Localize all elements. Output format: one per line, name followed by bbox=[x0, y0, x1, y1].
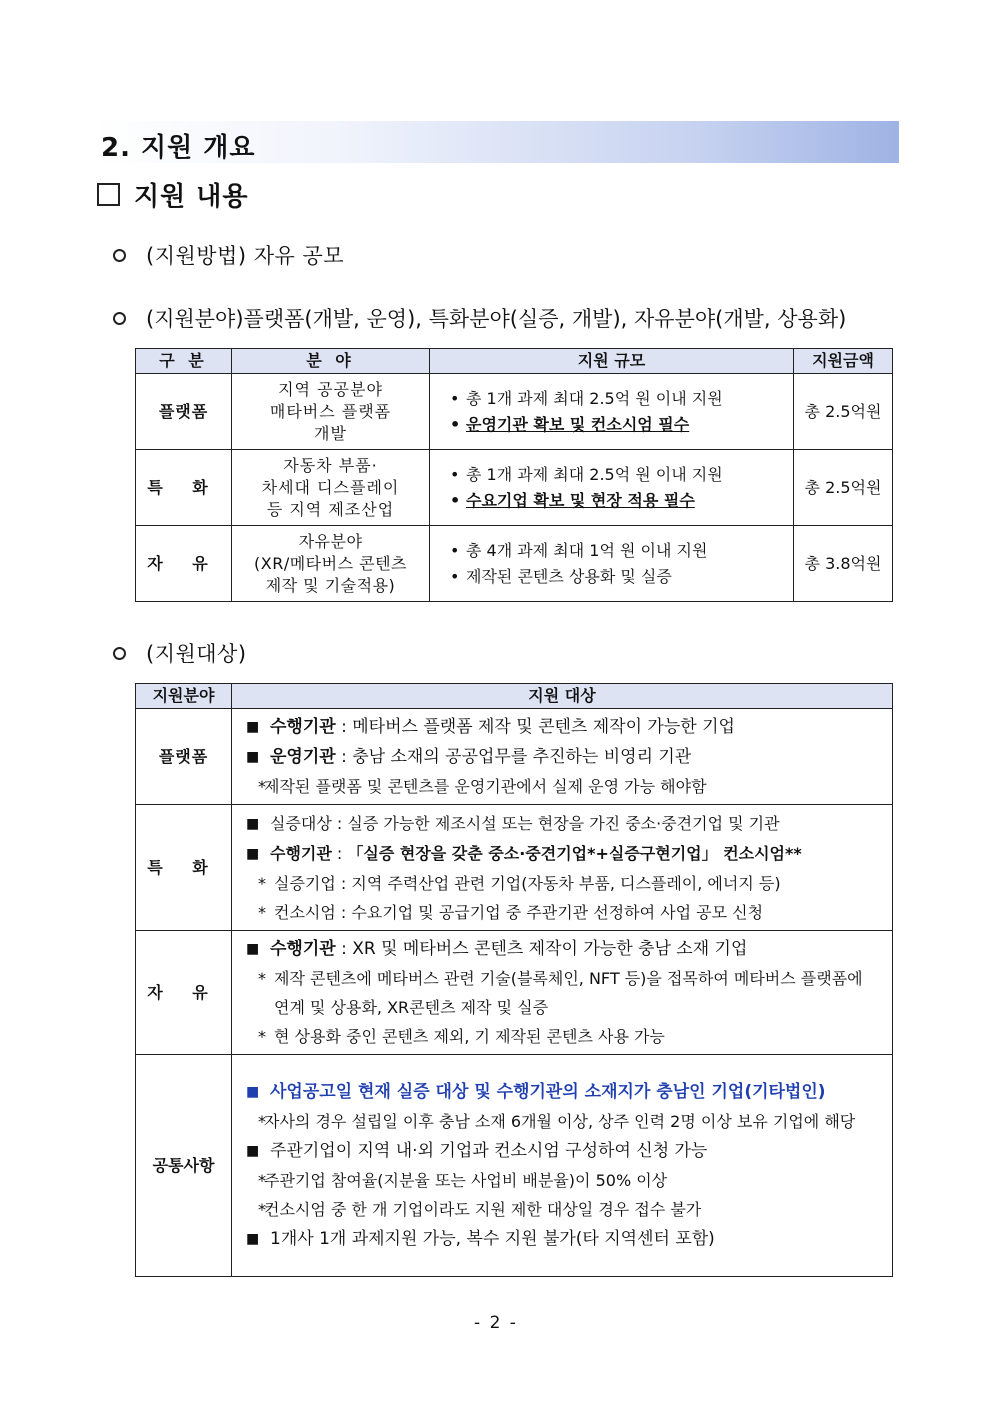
field-text: (지원분야)플랫폼(개발, 운영), 특화분야(실증, 개발), 자유분야(개발, 상용화) bbox=[146, 307, 847, 331]
support-scale-table bbox=[135, 348, 893, 602]
section-title: 2. 지원 개요 bbox=[101, 133, 256, 163]
table-row bbox=[136, 805, 893, 931]
note-item: * 제작된 플랫폼 및 콘텐츠를 운영기관에서 실제 운영 가능 해야함 bbox=[244, 772, 882, 801]
row-category: 특 화 bbox=[136, 450, 232, 526]
row-content bbox=[232, 805, 893, 931]
table-row bbox=[136, 374, 893, 450]
note-item: * 주관기업 참여율(지분율 또는 사업비 배분율)이 50% 이상 bbox=[244, 1166, 882, 1195]
page-number: - 2 - bbox=[474, 1313, 518, 1333]
section-heading bbox=[93, 121, 899, 163]
row-scale bbox=[430, 450, 794, 526]
row-amount: 총 2.5억원 bbox=[794, 374, 893, 450]
list-item: ■ 수행기관 : XR 및 메타버스 콘텐츠 제작이 가능한 충남 소재 기업 bbox=[244, 934, 882, 964]
list-item: ■ 실증대상 : 실증 가능한 제조시설 또는 현장을 가진 중소·중견기업 및 기관 bbox=[244, 809, 882, 839]
row-label: 자 유 bbox=[136, 931, 232, 1055]
list-item: ■ 수행기관 : 「실증 현장을 갖춘 중소·중견기업*+실증구현기업」 컨소시엄** bbox=[244, 839, 882, 869]
note-item: * 제작 콘텐츠에 메타버스 관련 기술(블록체인, NFT 등)을 접목하여 메타버스 플랫폼에 연계 및 상용화, XR콘텐츠 제작 및 실증 bbox=[244, 964, 882, 1022]
row-scale bbox=[430, 526, 794, 602]
row-content bbox=[232, 931, 893, 1055]
row-label: 플랫폼 bbox=[136, 709, 232, 805]
header-scale: 지원 규모 bbox=[430, 349, 794, 374]
checkbox-square-icon bbox=[97, 183, 120, 206]
circle-bullet-icon bbox=[113, 312, 126, 325]
list-item: ■ 수행기관 : 메타버스 플랫폼 제작 및 콘텐츠 제작이 가능한 기업 bbox=[244, 712, 882, 742]
table-row bbox=[136, 931, 893, 1055]
header-target: 지원 대상 bbox=[232, 684, 893, 709]
method-text: (지원방법) 자유 공모 bbox=[146, 244, 345, 268]
scale-item: • 총 4개 과제 최대 1억 원 이내 지원 bbox=[450, 538, 787, 564]
row-content bbox=[232, 709, 893, 805]
note-item: * 컨소시엄 중 한 개 기업이라도 지원 제한 대상일 경우 접수 불가 bbox=[244, 1195, 882, 1224]
method-line bbox=[113, 240, 344, 270]
support-target-table bbox=[135, 683, 893, 1277]
table-row bbox=[136, 526, 893, 602]
row-amount: 총 2.5억원 bbox=[794, 450, 893, 526]
row-scale bbox=[430, 374, 794, 450]
header-amount: 지원금액 bbox=[794, 349, 893, 374]
row-content bbox=[232, 1055, 893, 1277]
row-field: 지역 공공분야 매타버스 플랫폼 개발 bbox=[232, 374, 430, 450]
list-item: ■ 1개사 1개 과제지원 가능, 복수 지원 불가(타 지역센터 포함) bbox=[244, 1224, 882, 1254]
row-field: 자동차 부품· 차세대 디스플레이 등 지역 제조산업 bbox=[232, 450, 430, 526]
target-text: (지원대상) bbox=[146, 642, 247, 666]
scale-item: • 총 1개 과제 최대 2.5억 원 이내 지원 bbox=[450, 462, 787, 488]
note-item: * 현 상용화 중인 콘텐츠 제외, 기 제작된 콘텐츠 사용 가능 bbox=[244, 1022, 882, 1051]
row-field: 자유분야 (XR/메타버스 콘텐츠 제작 및 기술적용) bbox=[232, 526, 430, 602]
row-category: 자 유 bbox=[136, 526, 232, 602]
circle-bullet-icon bbox=[113, 647, 126, 660]
note-item: * 자사의 경우 설립일 이후 충남 소재 6개월 이상, 상주 인력 2명 이상 보유 기업에 해당 bbox=[244, 1107, 882, 1136]
scale-item: • 제작된 콘텐츠 상용화 및 실증 bbox=[450, 564, 787, 590]
row-category: 플랫폼 bbox=[136, 374, 232, 450]
row-label: 공통사항 bbox=[136, 1055, 232, 1277]
target-line bbox=[113, 638, 247, 668]
row-label: 특 화 bbox=[136, 805, 232, 931]
field-line bbox=[113, 303, 846, 333]
scale-item-emphasis: • 수요기업 확보 및 현장 적용 필수 bbox=[450, 488, 787, 514]
scale-item: • 총 1개 과제 최대 2.5억 원 이내 지원 bbox=[450, 386, 787, 412]
subsection-heading bbox=[97, 176, 249, 213]
header-field: 분 야 bbox=[232, 349, 430, 374]
table-row bbox=[136, 1055, 893, 1277]
circle-bullet-icon bbox=[113, 249, 126, 262]
header-field: 지원분야 bbox=[136, 684, 232, 709]
scale-item-emphasis: • 운영기관 확보 및 컨소시엄 필수 bbox=[450, 412, 787, 438]
table-header-row bbox=[136, 349, 893, 374]
list-item: ■ 운영기관 : 충남 소재의 공공업무를 추진하는 비영리 기관 bbox=[244, 742, 882, 772]
subsection-title: 지원 내용 bbox=[134, 182, 249, 212]
table-header-row bbox=[136, 684, 893, 709]
header-category: 구 분 bbox=[136, 349, 232, 374]
row-amount: 총 3.8억원 bbox=[794, 526, 893, 602]
list-item: ■ 주관기업이 지역 내·외 기업과 컨소시엄 구성하여 신청 가능 bbox=[244, 1136, 882, 1166]
note-item: * 실증기업 : 지역 주력산업 관련 기업(자동차 부품, 디스플레이, 에너지 등) bbox=[244, 869, 882, 898]
note-item: * 컨소시엄 : 수요기업 및 공급기업 중 주관기관 선정하여 사업 공모 신청 bbox=[244, 898, 882, 927]
table-row bbox=[136, 450, 893, 526]
list-item-emphasis: ■ 사업공고일 현재 실증 대상 및 수행기관의 소재지가 충남인 기업(기타법인) bbox=[244, 1077, 882, 1107]
table-row bbox=[136, 709, 893, 805]
